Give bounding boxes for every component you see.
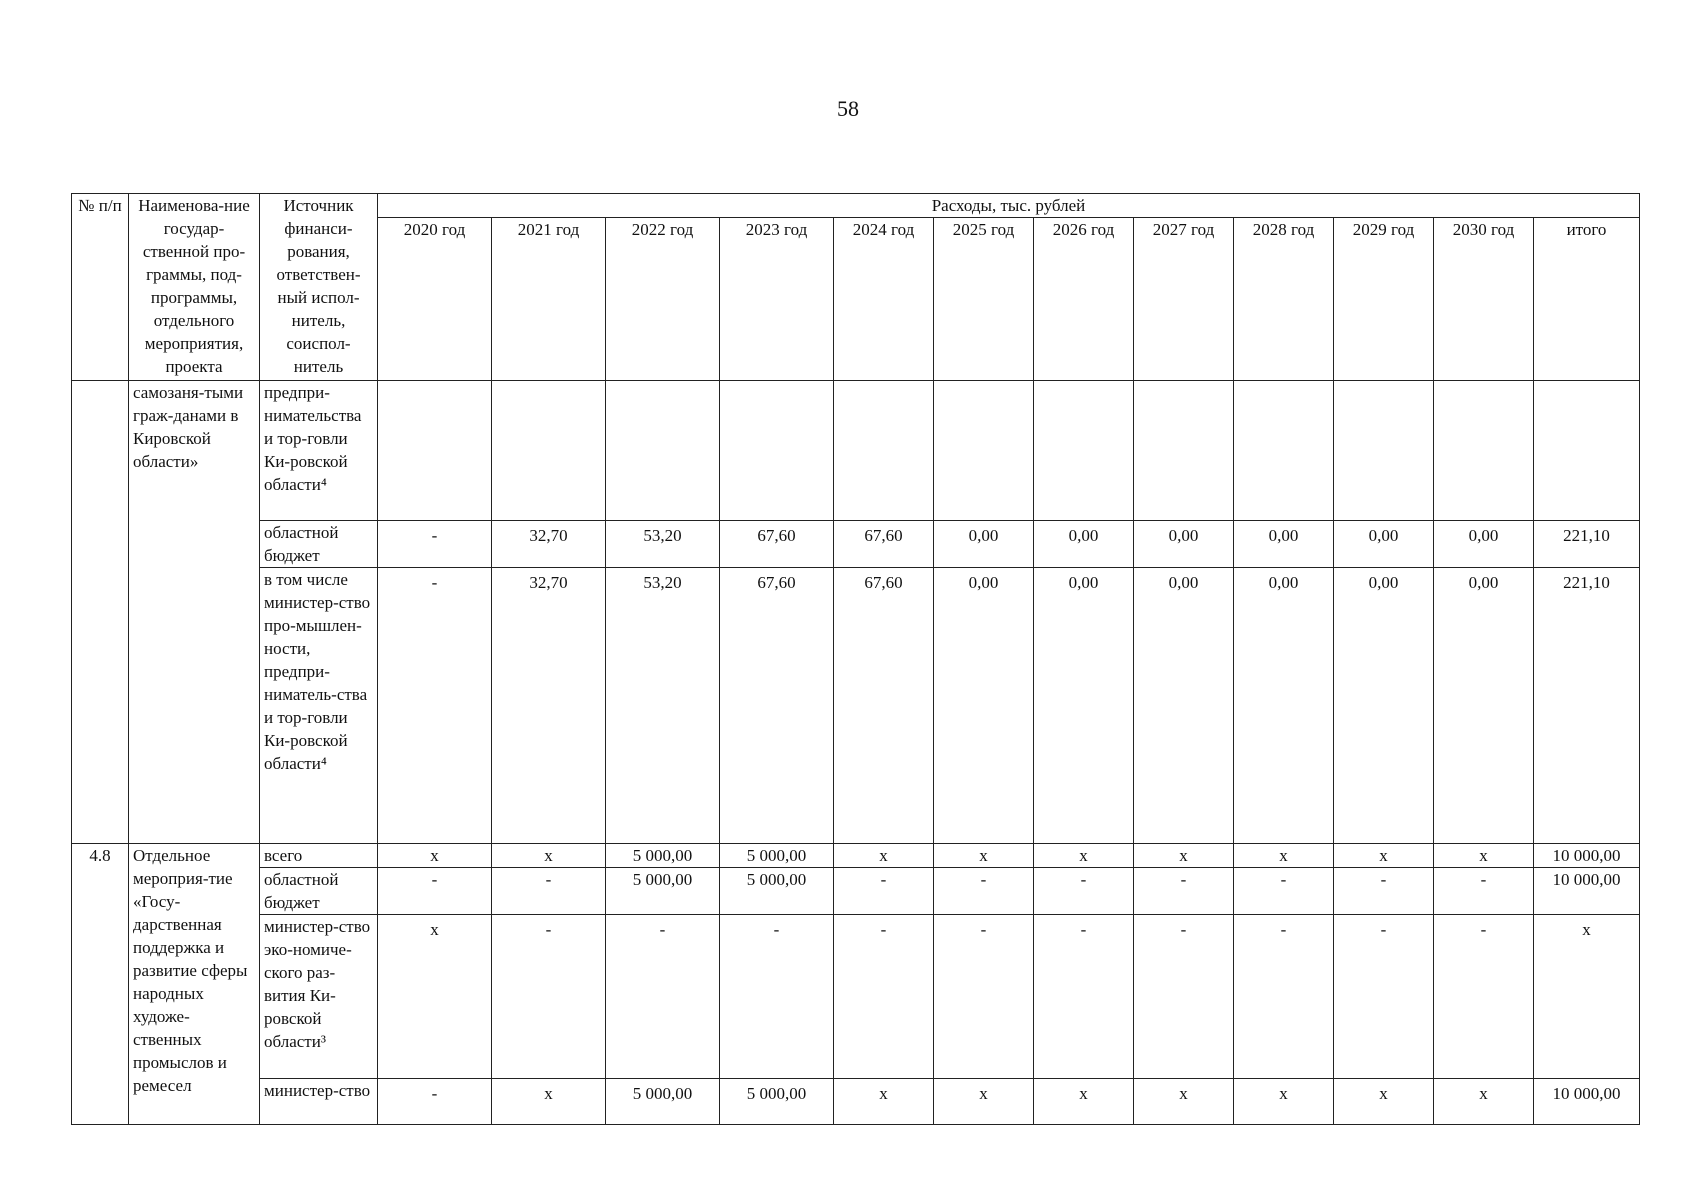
value-cell: -: [1134, 915, 1234, 1079]
value-cell: 67,60: [720, 521, 834, 568]
table-body: [72, 194, 1640, 1125]
value-cell: -: [934, 868, 1034, 915]
value-cell: 32,70: [492, 521, 606, 568]
value-cell: 0,00: [1134, 568, 1234, 844]
value-cell: -: [492, 915, 606, 1079]
source-cell: министер-ство: [260, 1079, 378, 1125]
total-cell: 221,10: [1534, 568, 1640, 844]
year-col-header: 2024 год: [834, 218, 934, 381]
value-cell: -: [378, 521, 492, 568]
value-cell: 5 000,00: [606, 1079, 720, 1125]
value-cell: 0,00: [934, 568, 1034, 844]
value-cell: [378, 381, 492, 521]
value-cell: х: [378, 844, 492, 868]
value-cell: 67,60: [834, 521, 934, 568]
value-cell: х: [1334, 1079, 1434, 1125]
value-cell: [934, 381, 1034, 521]
value-cell: [1134, 381, 1234, 521]
total-cell: 10 000,00: [1534, 1079, 1640, 1125]
value-cell: 5 000,00: [720, 1079, 834, 1125]
value-cell: [720, 381, 834, 521]
value-cell: -: [492, 868, 606, 915]
total-cell: [1534, 381, 1640, 521]
value-cell: х: [834, 844, 934, 868]
year-col-header: 2030 год: [1434, 218, 1534, 381]
budget-table: [71, 193, 1640, 1125]
total-col-header: итого: [1534, 218, 1640, 381]
program-name-cell: самозаня-тыми граж-данами в Кировской области»: [129, 381, 260, 844]
year-col-header: 2028 год: [1234, 218, 1334, 381]
value-cell: 5 000,00: [720, 868, 834, 915]
value-cell: -: [378, 568, 492, 844]
value-cell: х: [1134, 1079, 1234, 1125]
value-cell: 0,00: [1434, 568, 1534, 844]
value-cell: -: [1234, 868, 1334, 915]
table-row: [72, 381, 1640, 521]
source-cell: всего: [260, 844, 378, 868]
header-row: [72, 194, 1640, 218]
value-cell: -: [834, 868, 934, 915]
header-expenses: Расходы, тыс. рублей: [378, 194, 1640, 218]
year-col-header: 2022 год: [606, 218, 720, 381]
value-cell: -: [1034, 868, 1134, 915]
header-source: Источник финанси-рования, ответствен-ный испол-нитель, соиспол-нитель: [260, 194, 378, 381]
value-cell: х: [934, 1079, 1034, 1125]
value-cell: 0,00: [1434, 521, 1534, 568]
source-cell: областной бюджет: [260, 521, 378, 568]
year-col-header: 2027 год: [1134, 218, 1234, 381]
value-cell: х: [1334, 844, 1434, 868]
value-cell: -: [1034, 915, 1134, 1079]
value-cell: 67,60: [720, 568, 834, 844]
value-cell: х: [1034, 844, 1134, 868]
value-cell: х: [492, 844, 606, 868]
value-cell: [606, 381, 720, 521]
table-row: [72, 521, 1640, 568]
year-col-header: 2025 год: [934, 218, 1034, 381]
value-cell: 0,00: [1134, 521, 1234, 568]
value-cell: х: [1034, 1079, 1134, 1125]
value-cell: 5 000,00: [606, 844, 720, 868]
value-cell: 0,00: [934, 521, 1034, 568]
value-cell: 0,00: [1034, 521, 1134, 568]
total-cell: 10 000,00: [1534, 868, 1640, 915]
value-cell: [1334, 381, 1434, 521]
row-number-cell: [72, 381, 129, 844]
year-col-header: 2026 год: [1034, 218, 1134, 381]
value-cell: 5 000,00: [606, 868, 720, 915]
value-cell: -: [934, 915, 1034, 1079]
year-col-header: 2023 год: [720, 218, 834, 381]
value-cell: 53,20: [606, 568, 720, 844]
total-cell: 10 000,00: [1534, 844, 1640, 868]
value-cell: -: [1334, 915, 1434, 1079]
source-cell: предпри-нимательства и тор-говли Ки-ровской области⁴: [260, 381, 378, 521]
value-cell: [1034, 381, 1134, 521]
value-cell: -: [1134, 868, 1234, 915]
value-cell: х: [934, 844, 1034, 868]
value-cell: х: [834, 1079, 934, 1125]
program-name-cell: Отдельное мероприя-тие «Госу-дарственная поддержка и развитие сферы народных художе-ственных промыслов и ремесел: [129, 844, 260, 1125]
value-cell: [492, 381, 606, 521]
value-cell: [834, 381, 934, 521]
value-cell: -: [378, 868, 492, 915]
value-cell: 32,70: [492, 568, 606, 844]
value-cell: 53,20: [606, 521, 720, 568]
value-cell: х: [492, 1079, 606, 1125]
value-cell: -: [606, 915, 720, 1079]
value-cell: [1234, 381, 1334, 521]
value-cell: -: [1434, 915, 1534, 1079]
header-name: Наименова-ние государ-ственной про-граммы, под-программы, отдельного мероприятия, проекта: [129, 194, 260, 381]
source-cell: областной бюджет: [260, 868, 378, 915]
value-cell: 0,00: [1034, 568, 1134, 844]
value-cell: 0,00: [1234, 521, 1334, 568]
page-number: 58: [837, 96, 859, 121]
value-cell: -: [720, 915, 834, 1079]
year-col-header: 2029 год: [1334, 218, 1434, 381]
value-cell: х: [1134, 844, 1234, 868]
total-cell: 221,10: [1534, 521, 1640, 568]
value-cell: -: [1234, 915, 1334, 1079]
table-row: [72, 915, 1640, 1079]
value-cell: [1434, 381, 1534, 521]
value-cell: х: [1434, 1079, 1534, 1125]
table-row: [72, 868, 1640, 915]
value-cell: -: [1434, 868, 1534, 915]
value-cell: 0,00: [1334, 568, 1434, 844]
value-cell: х: [1234, 844, 1334, 868]
value-cell: 67,60: [834, 568, 934, 844]
value-cell: 5 000,00: [720, 844, 834, 868]
value-cell: -: [1334, 868, 1434, 915]
table-row: [72, 568, 1640, 844]
header-no: № п/п: [72, 194, 129, 381]
value-cell: 0,00: [1334, 521, 1434, 568]
year-col-header: 2021 год: [492, 218, 606, 381]
value-cell: х: [1234, 1079, 1334, 1125]
total-cell: х: [1534, 915, 1640, 1079]
table-row: [72, 844, 1640, 868]
table-row: [72, 1079, 1640, 1125]
value-cell: х: [378, 915, 492, 1079]
row-number-cell: 4.8: [72, 844, 129, 1125]
value-cell: х: [1434, 844, 1534, 868]
value-cell: 0,00: [1234, 568, 1334, 844]
year-col-header: 2020 год: [378, 218, 492, 381]
value-cell: -: [378, 1079, 492, 1125]
source-cell: в том числе министер-ство про-мышлен-ности, предпри-ниматель-ства и тор-говли Ки-ровской области⁴: [260, 568, 378, 844]
value-cell: -: [834, 915, 934, 1079]
source-cell: министер-ство эко-номиче-ского раз-вития Ки-ровской области³: [260, 915, 378, 1079]
